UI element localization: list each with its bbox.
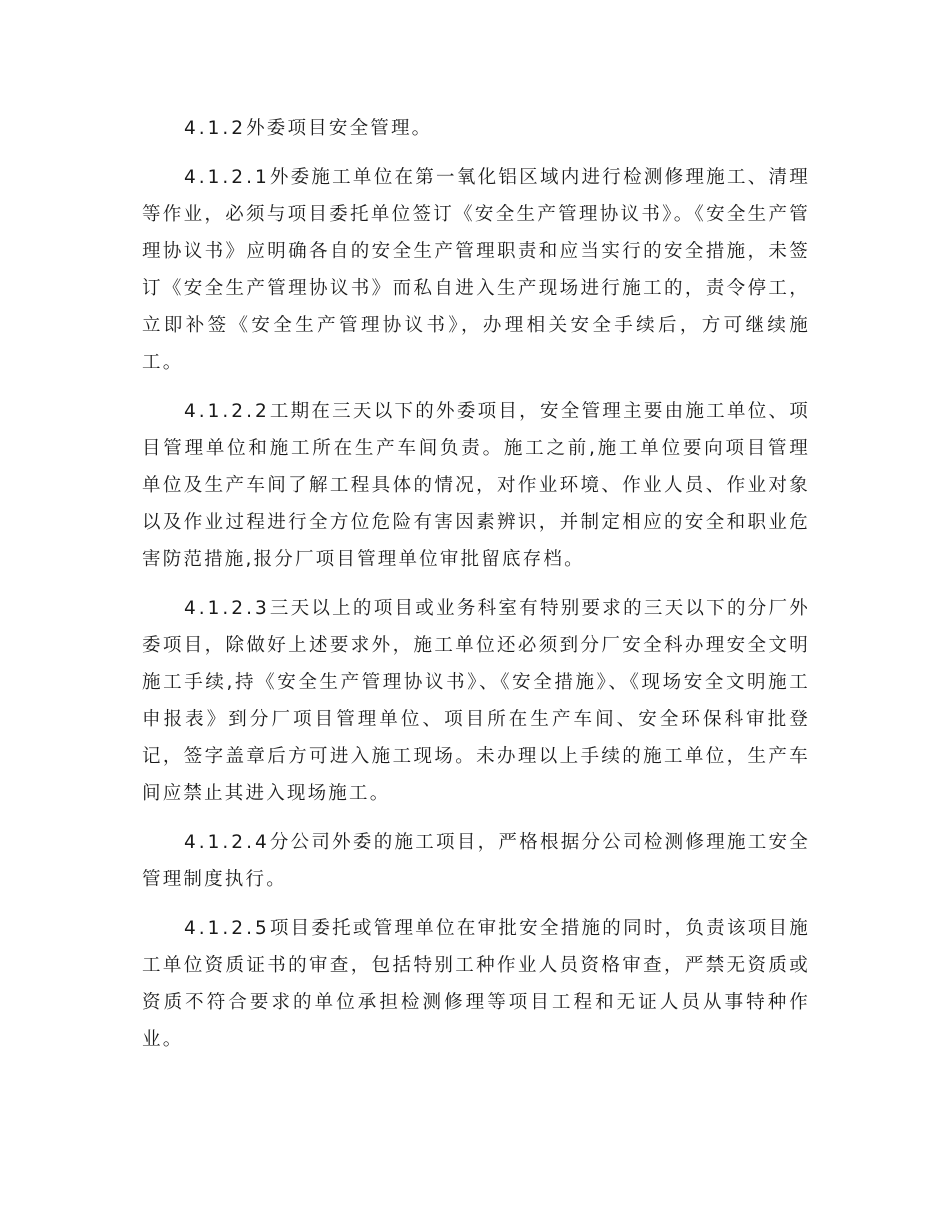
section-number: 4.1.2.3 [184, 598, 270, 619]
paragraph-text: 三天以上的项目或业务科室有特别要求的三天以下的分厂外委项目，除做好上述要求外，施工单位还必须到分厂安全科办理安全文明施工手续,持《安全生产管理协议书》、《安全措施》、《现场安全文明施工申报表》到分厂项目管理单位、项目所在生产车间、安全环保科审批登记，签字盖章后方可进入施工现场。未办理以上手续的施工单位，生产车间应禁止其进入现场施工。 [142, 598, 810, 804]
section-number: 4.1.2.5 [184, 918, 270, 939]
section-number: 4.1.2.1 [184, 167, 270, 188]
section-number: 4.1.2.2 [184, 401, 270, 422]
paragraph-text: 分公司外委的施工项目，严格根据分公司检测修理施工安全管理制度执行。 [142, 832, 810, 890]
paragraph-text: 工期在三天以下的外委项目，安全管理主要由施工单位、项目管理单位和施工所在生产车间负责。施工之前,施工单位要向项目管理单位及生产车间了解工程具体的情况，对作业环境、作业人员、作业对象以及作业过程进行全方位危险有害因素辨识，并制定相应的安全和职业危害防范措施,报分厂项目管理单位审批留底存档。 [142, 401, 810, 570]
paragraph-4-1-2-5 [142, 910, 810, 1058]
paragraph-4-1-2-2 [142, 393, 810, 578]
paragraph-4-1-2-1 [142, 159, 810, 381]
paragraph-text: 外委项目安全管理。 [246, 118, 433, 139]
paragraph-text: 项目委托或管理单位在审批安全措施的同时，负责该项目施工单位资质证书的审查，包括特别工种作业人员资格审查，严禁无资质或资质不符合要求的单位承担检测修理等项目工程和无证人员从事特种作业。 [142, 918, 810, 1050]
document-body [142, 110, 810, 1058]
paragraph-4-1-2 [142, 110, 810, 147]
paragraph-text: 外委施工单位在第一氧化铝区域内进行检测修理施工、清理等作业，必须与项目委托单位签订《安全生产管理协议书》。《安全生产管理协议书》应明确各自的安全生产管理职责和应当实行的安全措施，未签订《安全生产管理协议书》而私自进入生产现场进行施工的，责令停工，立即补签《安全生产管理协议书》，办理相关安全手续后，方可继续施工。 [142, 167, 810, 373]
paragraph-4-1-2-4 [142, 824, 810, 898]
paragraph-4-1-2-3 [142, 590, 810, 812]
section-number: 4.1.2 [184, 118, 247, 139]
section-number: 4.1.2.4 [184, 832, 270, 853]
